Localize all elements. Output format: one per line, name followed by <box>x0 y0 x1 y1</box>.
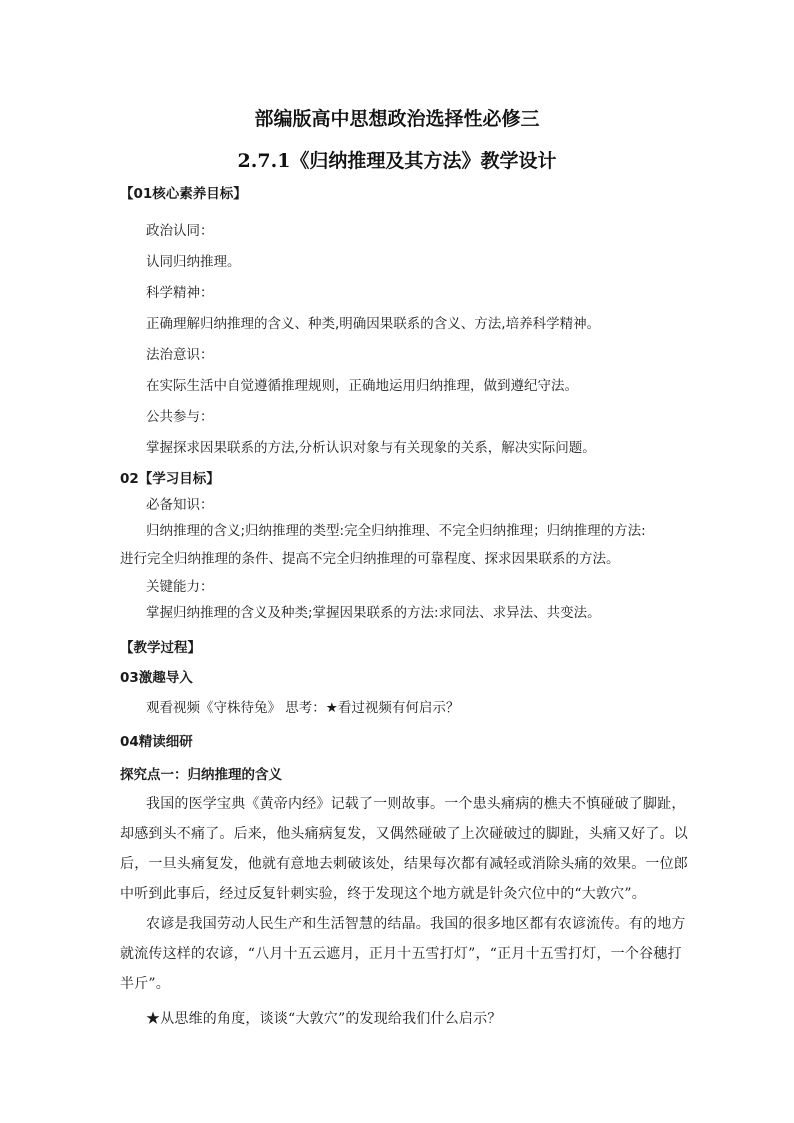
study-item-text: 掌握归纳推理的含义及种类;掌握因果联系的方法:求同法、求异法、共变法。 <box>146 605 601 621</box>
close-reading-heading: 04精读细研 <box>120 734 193 750</box>
study-goals-heading: 02【学习目标】 <box>120 471 220 487</box>
question-text: ★从思维的角度，谈谈“大敦穴”的发现给我们什么启示？ <box>146 1011 502 1027</box>
core-item-text: 在实际生活中自觉遵循推理规则，正确地运用归纳推理，做到遵纪守法。 <box>146 378 578 394</box>
paragraph-line: 农谚是我国劳动人民生产和生活智慧的结晶。我国的很多地区都有农谚流传。有的地方 <box>146 916 686 932</box>
paragraph-line: 半斤”。 <box>120 976 170 992</box>
core-item-text: 正确理解归纳推理的含义、种类,明确因果联系的含义、方法,培养科学精神。 <box>146 316 601 332</box>
intro-text: 观看视频《守株待兔》 思考：★看过视频有何启示？ <box>146 700 460 716</box>
document-subtitle: 2.7.1《归纳推理及其方法》教学设计 <box>237 150 557 172</box>
core-literacy-heading: 【01核心素养目标】 <box>120 186 247 202</box>
core-item-label: 法治意识： <box>146 347 214 363</box>
study-item-text: 归纳推理的含义;归纳推理的类型:完全归纳推理、不完全归纳推理；归纳推理的方法: <box>146 523 646 539</box>
core-item-text: 认同归纳推理。 <box>146 254 241 270</box>
core-item-label: 科学精神： <box>146 285 214 301</box>
paragraph-line: 却感到头不痛了。后来，他头痛病复发，又偶然碰破了上次碰破过的脚趾，头痛又好了。以 <box>120 826 688 842</box>
study-item-label: 必备知识： <box>146 497 214 513</box>
study-item-text: 进行完全归纳推理的条件、提高不完全归纳推理的可靠程度、探求因果联系的方法。 <box>120 551 620 567</box>
core-item-label: 政治认同： <box>146 223 214 239</box>
intro-heading: 03激趣导入 <box>120 670 193 686</box>
teaching-process-heading: 【教学过程】 <box>120 640 201 656</box>
paragraph-line: 就流传这样的农谚，“八月十五云遮月，正月十五雪打灯”，“正月十五雪打灯，一个谷穗打 <box>120 946 682 962</box>
core-item-text: 掌握探求因果联系的方法,分析认识对象与有关现象的关系，解决实际问题。 <box>146 440 596 456</box>
study-item-label: 关键能力： <box>146 579 214 595</box>
core-item-label: 公共参与： <box>146 409 214 425</box>
explore-point-heading: 探究点一：归纳推理的含义 <box>120 767 282 783</box>
document-title: 部编版高中思想政治选择性必修三 <box>254 108 540 130</box>
paragraph-line: 我国的医学宝典《黄帝内经》记载了一则故事。一个患头痛病的樵夫不慎碰破了脚趾， <box>146 796 686 812</box>
paragraph-line: 中听到此事后，经过反复针刺实验，终于发现这个地方就是针灸穴位中的“大敦穴”。 <box>120 886 646 902</box>
paragraph-line: 后，一旦头痛复发，他就有意地去刺破该处，结果每次都有减轻或消除头痛的效果。一位郎 <box>120 856 688 872</box>
